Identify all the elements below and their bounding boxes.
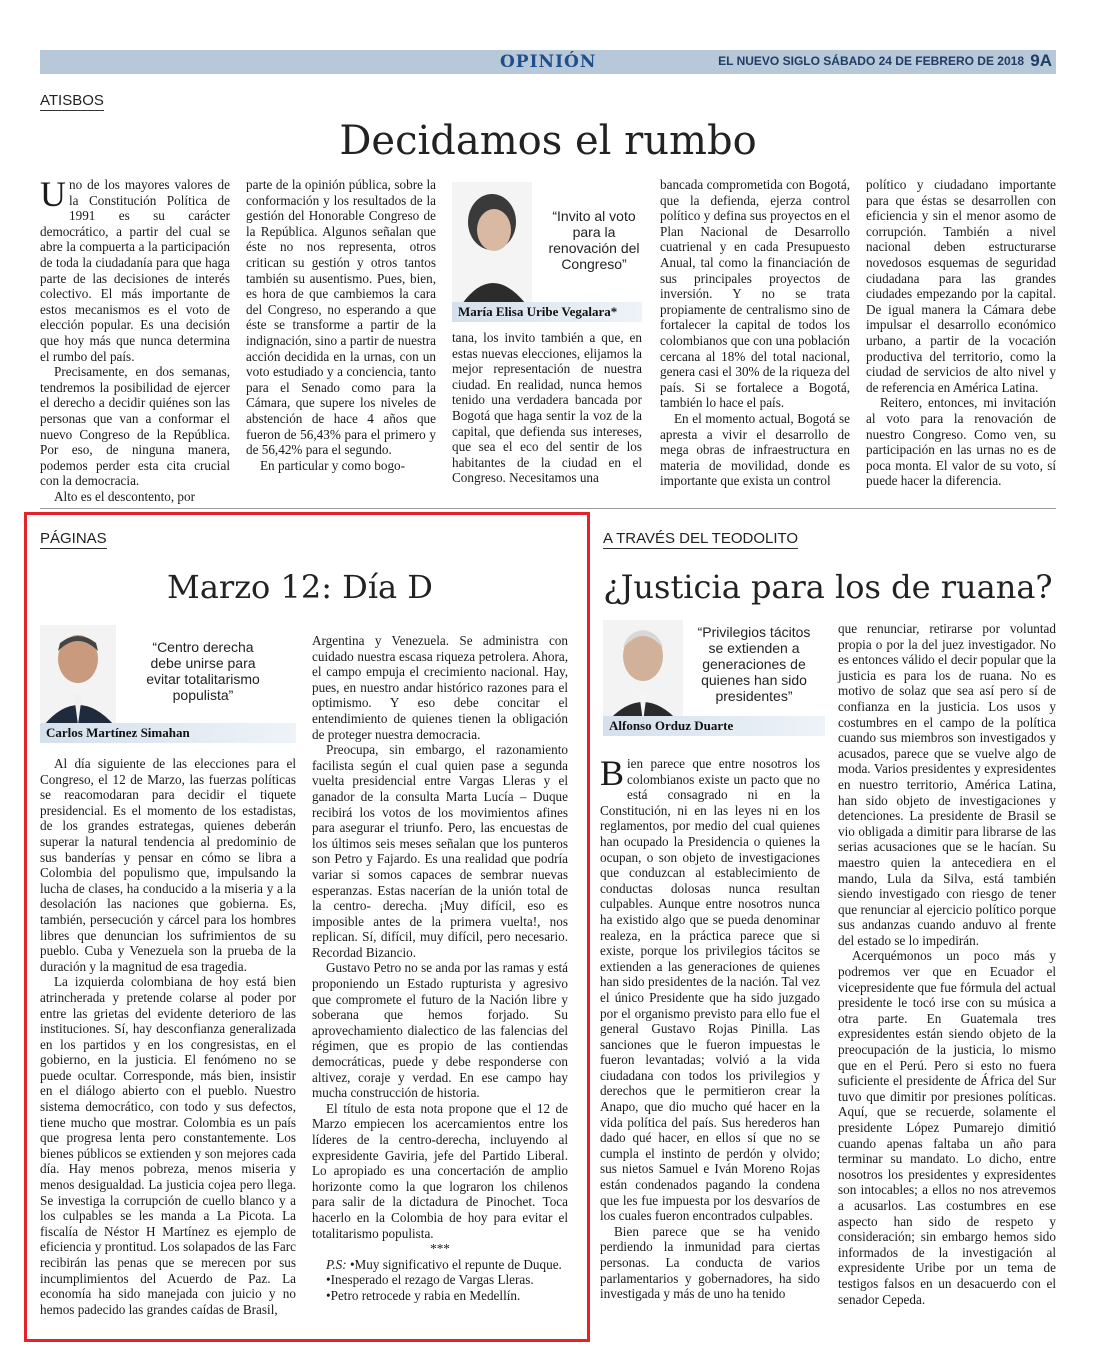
paragraph: La izquierda colombiana de hoy está bien atrincherada y pretende colarse al poder por entre las grietas del evidente deterioro de las instituciones. Sí, hay desconfianza generalizada en los partidos y en los congresistas, en el gobierno, en la justicia. El fenómeno no se puede ocultar. Corresponde, más bien, insistir en el diálogo abierto con el pueblo. Nuestro sistema democrático, con todo y sus defectos, tiene mucho que mostrar. Colombia es un país que progresa lenta pero constantemente. Los bienes públicos se extienden y son mejores cada día. Hay menos pobreza, menos miseria y menos desigualdad. La justicia cojea pero llega. Se investiga la corrupción de cuello blanco y a los culpables se les manda a La Picota. La fiscalía de Néstor H Martínez es ejemplo de eficiencia y prontitud. Los solapados de las Farc recibirán las penas que se merecen por sus incumplimientos del Acuerdo de Paz. La economía ha sido manejada con juicio y no hemos padecido las grandes caídas de Brasil, <box>40 974 296 1317</box>
paginas-byline: Carlos Martínez Simahan <box>40 723 296 743</box>
author-photo-icon <box>452 182 532 304</box>
teodolito-pull-quote: “Privilegios tácitos se extienden a generaciones de quienes han sido presidentes” <box>697 624 811 704</box>
paginas-author-box <box>40 625 296 743</box>
paragraph: En particular y como bogo- <box>260 457 406 473</box>
atisbos-column-1 <box>40 174 230 504</box>
teodolito-author-box <box>603 620 825 738</box>
atisbos-byline: María Elisa Uribe Vegalara* <box>452 302 642 322</box>
atisbos-pull-quote: “Invito al voto para la renovación del Congreso” <box>548 208 640 272</box>
teodolito-byline: Alfonso Orduz Duarte <box>603 716 825 736</box>
paragraph: Argentina y Venezuela. Se administra con cuidado nuestra escasa riqueza petrolera. Ahora, el campo empuja el crecimiento nacional. Hay, pues, en nuestro andar histórico razones para el optimismo. Y eso debe concitar el entendimiento de quienes tienen la obligación de proteger nuestra democracia. <box>312 633 568 742</box>
atisbos-column-5 <box>866 177 1056 489</box>
paragraph: Alto es el descontento, por <box>54 488 195 504</box>
paragraph: ien parece que entre nosotros los colombianos existe un pacto que no está consagrado ni en la Constitución, ni en las leyes ni en los reglamentos, por medio del cual quienes han ocupado la Presidencia o quienes la ocupan, o son objeto de investigaciones que conduzcan al establecimiento de conductas dolosas nunca resultan culpables. Aunque entre nosotros nunca ha existido algo que se pueda denominar realeza, en la práctica parece que si existe, porque los privilegios tácitos se extienden a las generaciones de quienes han sido presidentes de la nación. Tal vez el único Presidente que ha sido juzgado por el organismo previsto para ello fue el general Gustavo Rojas Pinilla. Las sanciones que le fueron impuestas le fueron levantadas; volvió a la vida ciudadana con todos los privilegios y derechos que le permitieron crear la Anapo, que dio mucho qué hacer en la vida política del país. Sus herederos han dado qué hacer, en ellos sí que no se cumpla el instinto de perdón y olvido; sus nietos Samuel e Iván Moreno Rojas están condenados pagando la condena que les fue impuesta por los desvaríos de los cuales fueron encontrados culpables. <box>600 756 820 1224</box>
paragraph: Bien parece que se ha venido perdiendo la inmunidad para ciertas personas. La conducta de varios parlamentarios y gobernadores, ha sido investigada y más de uno ha tenido <box>600 1223 820 1302</box>
atisbos-title: Decidamos el rumbo <box>339 118 757 164</box>
paragraph: tana, los invito también a que, en estas nuevas elecciones, elijamos la mejor representación de nuestra ciudad. En realidad, nunca hemos tenido una verdadera bancada por Bogotá que haga sentir la voz de la capital, que defienda sus intereses, que sea el eco del sentir de los habitantes de la ciudad en el Congreso. Necesitamos una <box>452 330 642 486</box>
atisbos-column-4 <box>660 177 850 489</box>
ps-label: P.S: <box>326 1256 347 1272</box>
separator-stars: *** <box>430 1241 450 1257</box>
ps-item: •Petro retrocede y rabia en Medellín. <box>326 1287 521 1303</box>
paragraph: Gustavo Petro no se anda por las ramas y está proponiendo un Estado rupturista y agresivo que compromete el futuro de la Nación libre y soberana que hemos forjado. Su aprovechamiento dialectico de las falencias del régimen, que es propio de las contiendas democráticas, puede y debe responderse con altivez, coraje y verdad. En ese campo hay mucha construcción de historia. <box>312 960 568 1101</box>
paginas-pull-quote: “Centro derecha debe unirse para evitar totalitarismo populista” <box>146 639 260 703</box>
dropcap: U <box>40 174 66 214</box>
author-photo-icon <box>40 625 116 725</box>
paginas-title: Marzo 12: Día D <box>167 568 433 606</box>
page-header <box>40 50 1056 74</box>
teodolito-column-2 <box>838 621 1056 1307</box>
atisbos-column-2 <box>246 177 436 473</box>
teodolito-label: A TRAVÉS DEL TEODOLITO <box>603 530 799 547</box>
section-name: OPINIÓN <box>500 52 597 72</box>
teodolito-title: ¿Justicia para los de ruana? <box>603 568 1053 606</box>
atisbos-column-3 <box>452 330 642 486</box>
paragraph: Al día siguiente de las elecciones para el Congreso, el 12 de Marzo, las fuerzas políticas se reacomodaran para decidir el tiquete presidencial. Es el momento de los estadistas, de los grandes estrategas, quienes deberán superar la natural tendencia al predominio de sus banderías y pensar en cómo se libra a Colombia del populismo que, impulsando la lucha de clases, ha conducido a la miseria y a la desolación las naciones que gobierna. Es, también, persecución y cárcel para los hombres libres que denuncian los sufrimientos de su pueblo. Cuba y Venezuela son la prueba de la duración y la magnitud de esa tragedia. <box>40 756 296 974</box>
teodolito-column-1 <box>600 753 820 1302</box>
atisbos-author-box <box>452 182 642 322</box>
paragraph: Precisamente, en dos semanas, tendremos la posibilidad de ejercer el derecho a decidir quiénes son las personas que van a conformar el nuevo Congreso de la República. Por eso, de ninguna manera, podemos perder esta cita crucial con la democracia. <box>40 364 230 489</box>
paragraph: Preocupa, sin embargo, el razonamiento facilista según el cual quien pase a segunda vuelta presidencial entre Vargas Lleras y el ganador de la consulta Marta Lucía – Duque recibirá los votos de los movimientos afines para asegurar el triunfo. Pero, las encuestas de los últimos seis meses señalan que los punteros son Petro y Fajardo. Es una realidad que podría variar si somos capaces de sembrar nuevas esperanzas. Estas nacerían de la unión total de la centro- derecha. ¡Muy difícil, eso es imposible antes de la primera vuelta!, nos replican. Sí, difícil, muy difícil, pero necesario. Recordad Bizancio. <box>312 742 568 960</box>
ps-item: •Inesperado el rezago de Vargas Lleras. <box>326 1272 534 1288</box>
paginas-column-2 <box>312 633 568 1304</box>
paragraph: En el momento actual, Bogotá se apresta a vivir el desarrollo de mega obras de infraestructura en materia de movilidad, donde es importante que exista un control <box>660 410 850 489</box>
masthead-date: EL NUEVO SIGLO SÁBADO 24 DE FEBRERO DE 2018 <box>718 54 1024 68</box>
ps-item: •Muy significativo el repunte de Duque. <box>349 1256 562 1272</box>
paragraph: bancada comprometida con Bogotá, que la defienda, ejerza control político y defina sus proyectos en el Plan Nacional de Desarrollo cuatrienal y en cada Presupuesto Anual, tal como la financiación de sus principales proyectos de inversión. Y no se trata propiamente de centralismo sino de fortalecer la capital de todos los colombianos que con una población cercana al 18% del total nacional, genera casi el 30% de la riqueza del país. Si se fortalece a Bogotá, también lo hace el país. <box>660 177 850 411</box>
paginas-column-1 <box>40 756 296 1317</box>
paragraph: El título de esta nota propone que el 12 de Marzo empiecen los acercamientos entre los líderes de la centro-derecha, incluyendo al expresidente Gaviria, jefe del Partido Liberal. Lo apropiado es una concertación de amplio horizonte como la que lograron los chilenos para salir de la dictadura de Pinochet. Toca hacerlo en la Colombia de hoy para evitar el totalitarismo populista. <box>312 1100 568 1241</box>
paginas-label: PÁGINAS <box>40 530 107 547</box>
page-number: 9A <box>1030 51 1052 70</box>
paragraph: parte de la opinión pública, sobre la conformación y los resultados de la gestión del Honorable Congreso de la República. Algunos señalan que éste no nos representa, otros critican su gestión y otros tantos también su ausentismo. Pues, bien, es hora de que cambiemos la cara del Congreso, no esperando a que éste se transforme a partir de la indignación, sino a partir de nuestra acción decidida en la urnas, con un voto estudiado y a conciencia, tanto para el Senado como para la Cámara, que supere los niveles de abstención de hace 4 años que fueron de 56,43% para el primero y de 56,42% para el segundo. <box>246 177 436 458</box>
paragraph: no de los mayores valores de la Constitución Política de 1991 es su carácter democrático, a partir del cual se abre la compuerta a la participación de toda la ciudadanía para que haga parte de las decisiones de interés colectivo. El más importante de estos mecanismos es el voto de elección popular. Es una decisión que hoy más que nunca determina el rumbo del país. <box>40 177 230 364</box>
paragraph: que renunciar, retirarse por voluntad propia o por la del juez investigador. No es entonces válido el decir popular que la justicia es para los de ruana. No es motivo de solaz que sea así pero sí de confianza en la justicia. Los usos y costumbres en el campo de la política cuando sus miembros son investigados y acusados, parece que se vuelve algo de moda. Varios presidentes y expresidentes en nuestro territorio, América Latina, han sido objeto de investigaciones y detenciones. La presidente de Brasil se vio obligada a dimitir para librarse de las serias acusaciones que se le hacían. Su maestro quien la antecediera en el mando, Lula da Silva, está también siendo investigado con riesgo de tener que renunciar al ejercicio político porque sus andanzas cuando anduvo al frente del estado se lo impedirán. <box>838 621 1056 948</box>
author-photo-icon <box>603 620 683 722</box>
atisbos-label: ATISBOS <box>40 92 104 109</box>
paragraph: político y ciudadano importante para que éstas se desarrollen con eficiencia y sin el menor asomo de corrupción. También a nivel nacional deben estructurarse novedosos esquemas de seguridad ciudadana para las grandes ciudades empezando por la capital. De igual manera la Cámara debe impulsar el desarrollo económico urbano, a partir de la vocación productiva del territorio, como la ciudad de servicios de alto nivel y de referencia en América Latina. <box>866 177 1056 395</box>
section-divider <box>40 508 1056 509</box>
paragraph: Acerquémonos un poco más y podremos ver que en Ecuador el vicepresidente que fue fórmula del actual presidente le tocó irse con su música a otra parte. En Guatemala tres expresidentes están siendo objeto de la preocupación de la justicia, lo mismo que en el Perú. Pero si esto no fuera suficiente el presidente de África del Sur tuvo que dimitir por presiones políticas. Aquí, que se recuerde, solamente el presidente López Pumarejo dimitió cuando apenas faltaba un año para terminar su mandato. Lo dicho, entre nosotros los presidentes y expresidentes son intocables; a ellos no nos atrevemos a acusarlos. Las costumbres en ese aspecto han sido de respeto y consideración; sin embargo hemos sido informados de la investigación al expresidente Uribe por un tema de testigos falsos en un desacuerdo con el senador Cepeda. <box>838 948 1056 1307</box>
paragraph: Reitero, entonces, mi invitación al voto para la renovación de nuestro Congreso. Como ven, su participación en las urnas no es de poca monta. El valor de su voto, sí puede hacer la diferencia. <box>866 395 1056 489</box>
dropcap: B <box>600 753 625 793</box>
